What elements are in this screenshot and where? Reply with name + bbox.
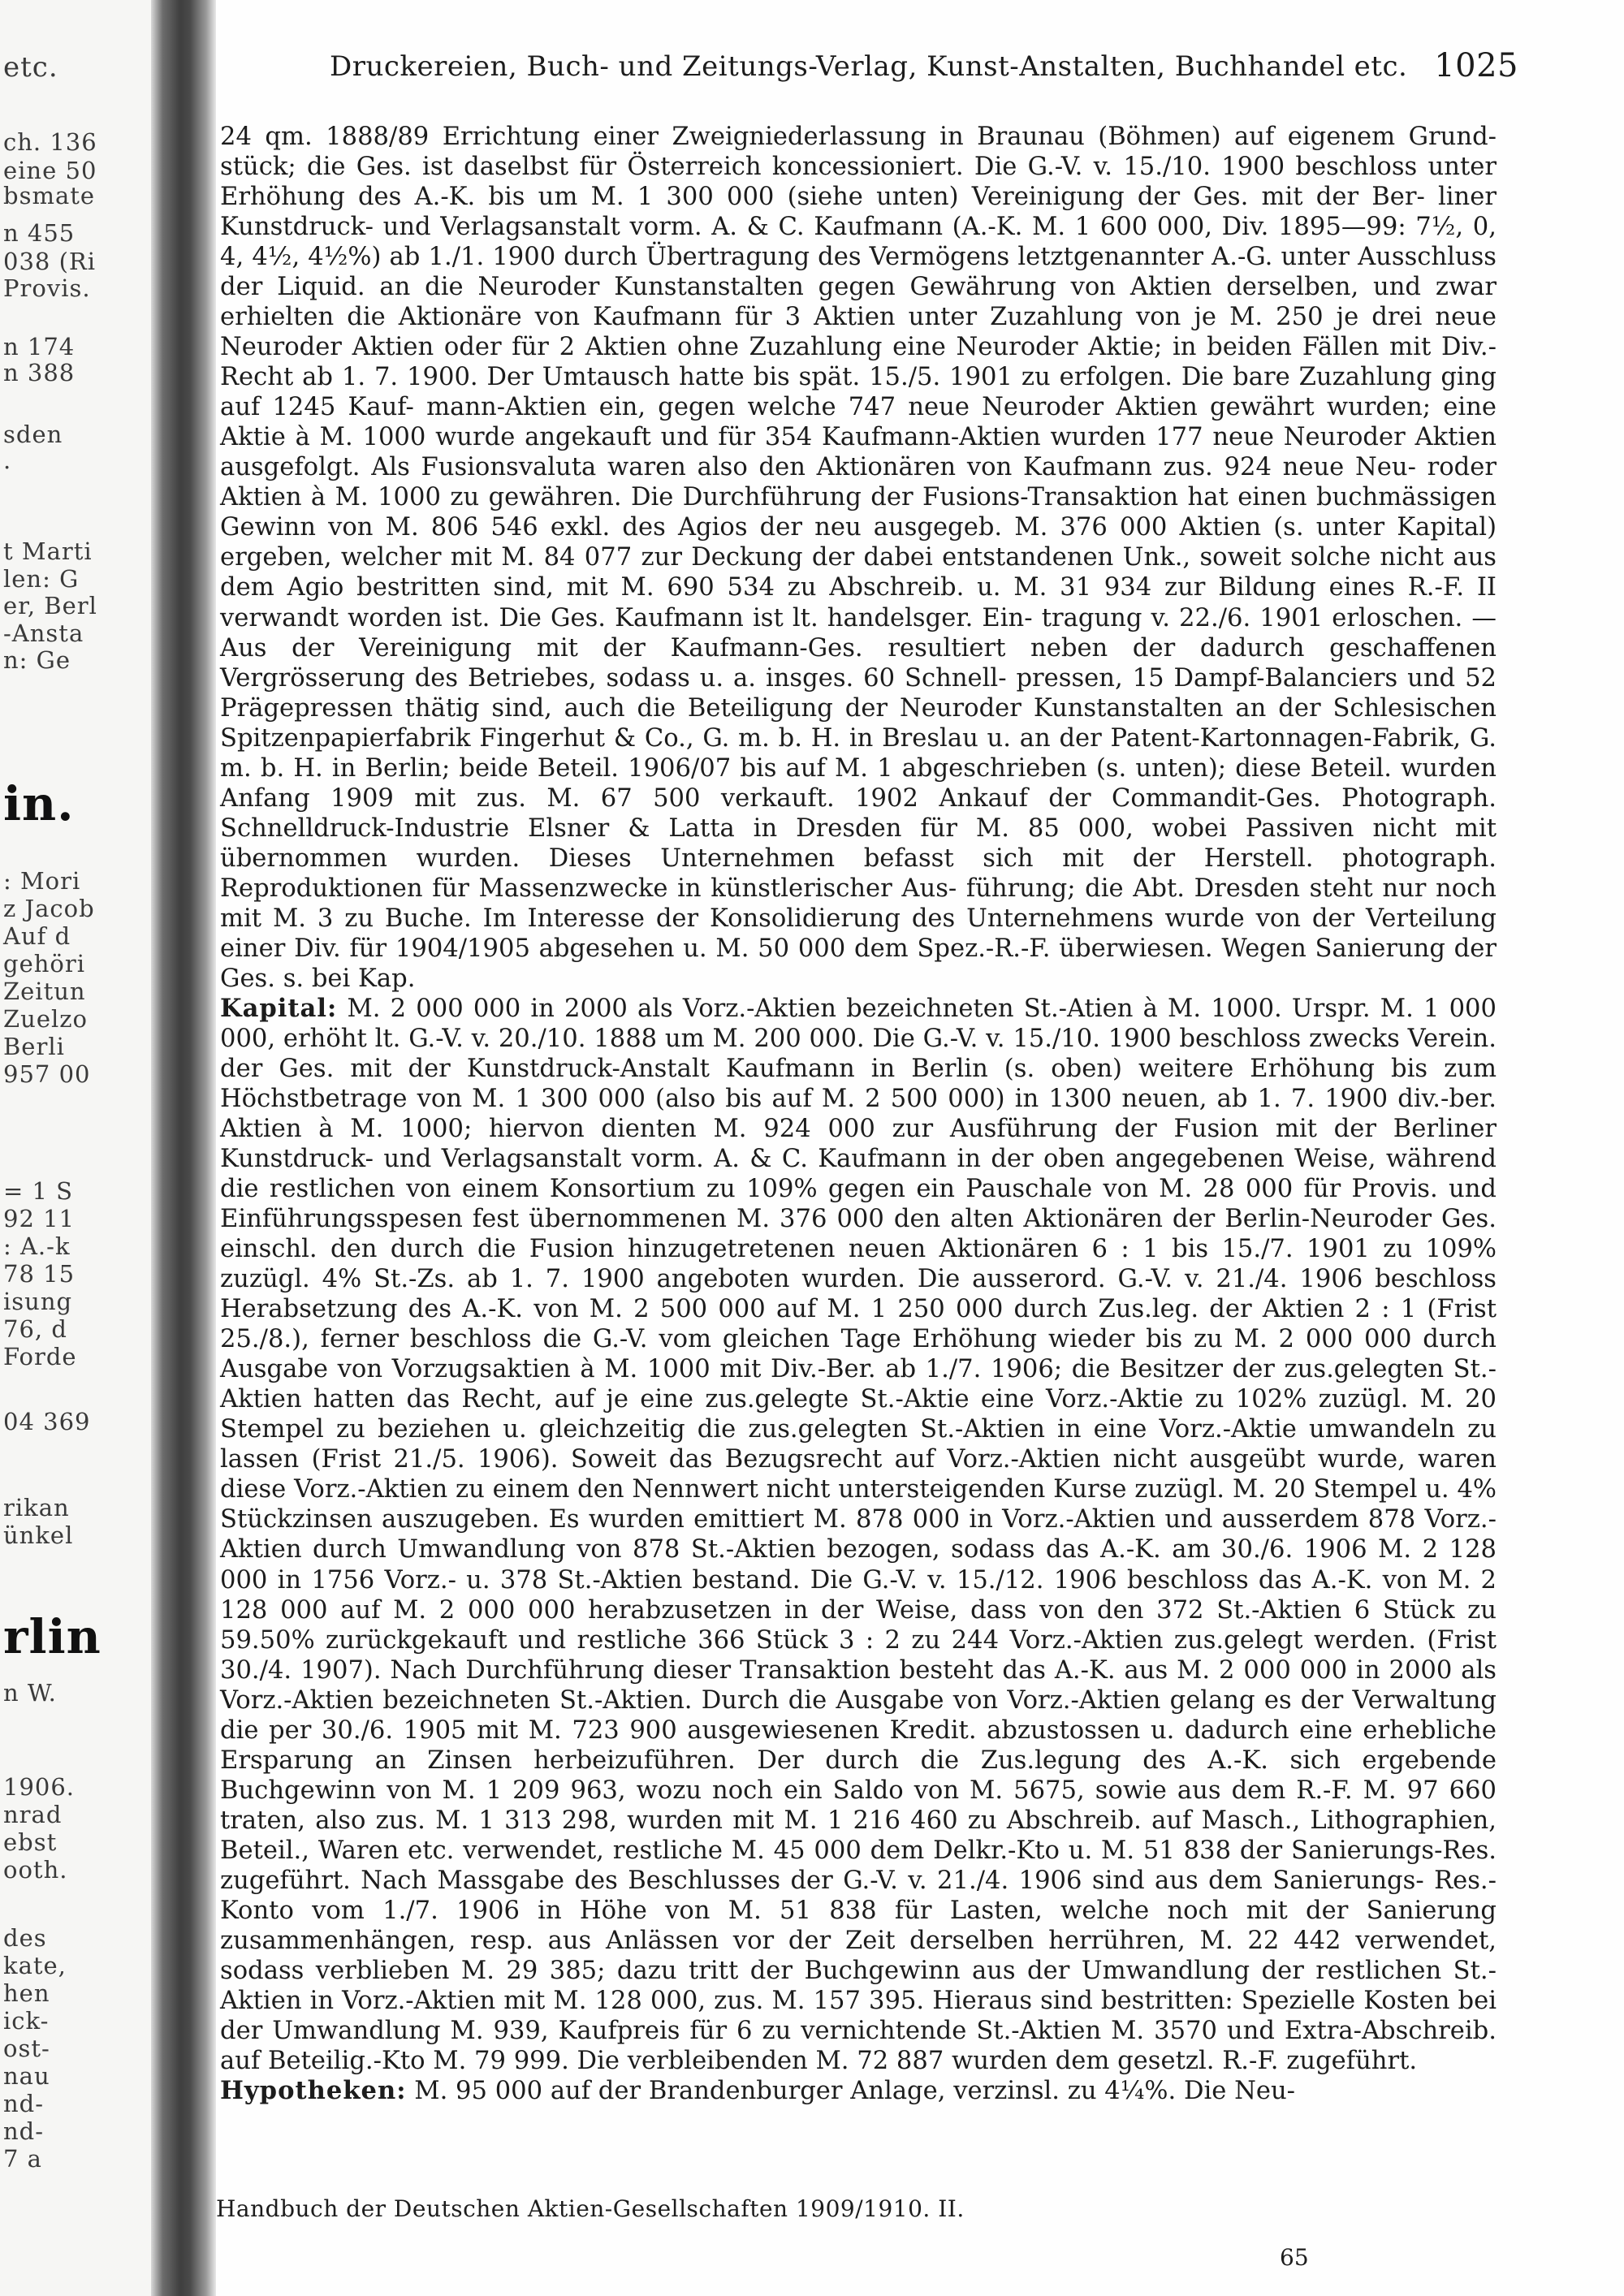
- left-page-fragment-line: rlin: [3, 1609, 102, 1664]
- right-page: [216, 0, 1624, 2296]
- left-page-fragment-line: n W.: [3, 1679, 57, 1707]
- left-page-fragment-line: rikan: [3, 1494, 70, 1521]
- body-line: Zinsen herbeizuführen. Der durch die Zus.legung des A.-K. sich ergebende Buchgewinn: [220, 1746, 1497, 1805]
- left-page-fragment-line: n 174: [3, 333, 76, 360]
- body-line: ausgefolgt. Als Fusionsvaluta waren also den Aktionären von Kaufmann zus. 924 neue Neu-: [220, 453, 1427, 482]
- left-page-fragment-line: hen: [3, 1979, 50, 2007]
- left-page-fragment-line: in.: [3, 776, 75, 831]
- body-line: buchmässigen Gewinn von M. 806 546 exkl. des Agios der neu ausgegeb. M. 376 000 Aktien: [220, 483, 1497, 542]
- body-line: (Frist 21./5. 1906). Soweit das Bezugsrecht auf Vorz.-Aktien nicht ausgeübt wurde, waren: [311, 1445, 1497, 1474]
- left-page-fragment-line: .: [3, 447, 12, 474]
- left-page-fragment-line: isung: [3, 1288, 73, 1315]
- body-line: Erhöhung des A.-K. bis um M. 1 300 000 (siehe unten) Vereinigung der Ges. mit der Ber-: [220, 183, 1438, 212]
- body-line: 3 Aktien unter Zuzahlung von je M. 250 je drei neue Neuroder Aktien oder für 2 Aktien: [220, 303, 1497, 362]
- body-line: und Extra-Abschreib. auf Beteilig.-Kto M. 79 999. Die verbleibenden M. 72 887 wurden dem: [220, 2016, 1497, 2075]
- left-page-fragment-line: kate,: [3, 1952, 67, 1979]
- left-page-fragment-line: nau: [3, 2062, 50, 2090]
- body-line: 24 qm. 1888/89 Errichtung einer Zweigniederlassung in Braunau (Böhmen) auf eigenem Grund-: [220, 123, 1497, 151]
- left-page-fragment-line: Forde: [3, 1343, 77, 1370]
- body-line: beziehen u. gleichzeitig die zus.gelegten St.-Aktien in eine Vorz.-Aktie umwandeln zu lassen: [220, 1415, 1497, 1474]
- left-page-fragment-line: Berli: [3, 1033, 65, 1060]
- left-page-fragment-line: 78 15: [3, 1260, 76, 1288]
- left-page-fragment-line: gehöri: [3, 950, 86, 978]
- body-line: roder Aktien à M. 1000 zu gewähren. Die Durchführung der Fusions-Transaktion hat einen: [220, 453, 1497, 512]
- body-line: Waren etc. verwendet, restliche M. 45 000 dem Delkr.-Kto u. M. 51 838 der Sanierungs-Res.: [317, 1836, 1497, 1865]
- left-page-fragment-line: er, Berl: [3, 592, 97, 619]
- left-page-fragment-line: des: [3, 1924, 47, 1952]
- body-line: diese Vorz.-Aktien zu einem den Nennwert nicht untersteigenden Kurse zuzügl. M. 20: [220, 1475, 1314, 1504]
- left-page-fragment-line: : Mori: [3, 867, 81, 895]
- body-line: M. 28 000 für Provis. und Einführungsspesen fest übernommenen M. 376 000 den alten: [220, 1175, 1497, 1234]
- page-footer: [216, 2195, 1492, 2271]
- body-line: (s. unter Kapital) ergeben, welcher mit M. 84 077 zur Deckung der dabei entstandenen Unk.,: [220, 513, 1497, 572]
- body-line: neben der dadurch geschaffenen Vergrösserung des Betriebes, sodass u. a. insges. 60 Schnell-: [220, 633, 1497, 693]
- left-page-fragment: [0, 0, 154, 2296]
- body-line: Stempel u. 4% Stückzinsen auszugeben. Es wurden emittiert M. 878 000 in Vorz.-Aktien: [220, 1475, 1497, 1534]
- body-line: Res.-Konto vom 1./7. 1906 in Höhe von M. 51 838 für Lasten, welche noch mit der Sanierung: [220, 1866, 1497, 1925]
- body-line: M. 1 250 000 durch Zus.leg. der Aktien 2 : 1 (Frist 25./8.), ferner beschloss die G.-V. vom: [220, 1295, 1497, 1354]
- body-line: Stück 3 : 2 zu 244 Vorz.-Aktien zus.gelegt werden. (Frist 30./4. 1907). Nach Durchführung: [220, 1625, 1497, 1685]
- left-page-fragment-line: ch. 136: [3, 128, 97, 156]
- left-page-fragment-line: ebst: [3, 1828, 58, 1856]
- body-line: führung; die Abt. Dresden steht nur noch mit M. 3 zu Buche. Im Interesse der Konsolidierung: [220, 874, 1497, 933]
- left-page-fragment-line: Provis.: [3, 274, 91, 302]
- left-page-fragment-line: Zeitun: [3, 978, 86, 1005]
- body-line: zugeführt. Nach Massgabe des Beschlusses der G.-V. v. 21./4. 1906 sind aus dem Sanierungs-: [220, 1866, 1435, 1895]
- handbook-title: Handbuch der Deutschen Aktien-Gesellschaften 1909/1910. II.: [216, 2195, 965, 2222]
- body-line: Berliner Kunstdruck- und Verlagsanstalt vorm. A. & C. Kaufmann in der oben angegebenen: [220, 1115, 1497, 1174]
- page-number: 1025: [1434, 47, 1518, 84]
- left-page-fragment-line: 1906.: [3, 1773, 76, 1801]
- body-line: Neuroder Kunstanstalten an der Schlesischen Spitzenpapierfabrik Fingerhut & Co., G. m. b. H.: [220, 693, 1497, 753]
- body-line: liner Kunstdruck- und Verlagsanstalt vorm. A. & C. Kaufmann (A.-K. M. 1 600 000,: [220, 183, 1497, 242]
- body-line: des Unternehmens wurde von der Verteilung einer Div. für 1904/1905 abgesehen u. M. 50 000: [220, 904, 1497, 963]
- running-head-title: Druckereien, Buch- und Zeitungs-Verlag, Kunst-Anstalten, Buchhandel etc.: [330, 50, 1408, 83]
- body-line: Recht, auf je eine zus.gelegte St.-Aktie eine Vorz.-Aktie zu 102% zuzügl. M. 20 Stempel zu: [220, 1385, 1497, 1444]
- left-page-fragment-line: z Jacob: [3, 895, 95, 922]
- left-page-fragment-line: ooth.: [3, 1856, 68, 1884]
- body-line: Aktionären 6 : 1 bis 15./7. 1901 zu 109% zuzügl. 4% St.-Zs. ab 1. 7. 1900 angeboten wurden.: [220, 1235, 1497, 1294]
- hypotheken-paragraph: [220, 2076, 1497, 2106]
- left-page-fragment-line: nd-: [3, 2090, 45, 2117]
- left-page-fragment-line: -Ansta: [3, 619, 84, 647]
- body-line: sich mit der Herstell. photograph. Reproduktionen für Massenzwecke in künstlerischer Aus-: [220, 844, 1497, 903]
- left-page-fragment-line: sden: [3, 421, 63, 448]
- body-line: zur Bildung eines R.-F. II verwandt worden ist. Die Ges. Kaufmann ist lt. handelsger. Ein-: [220, 573, 1497, 632]
- body-line: in Breslau u. an der Patent-Kartonnagen-Fabrik, G. m. b. H. in Berlin; beide Beteil. 1906/07 bis: [220, 723, 1497, 783]
- body-line: Weise, dass von den 372 St.-Aktien 6 Stück zu 59.50% zurückgekauft und restliche 366: [220, 1595, 1497, 1655]
- body-line: à M. 1000 wurde angekauft und für 354 Kaufmann-Aktien wurden 177 neue Neuroder Aktien: [295, 423, 1497, 452]
- body-line: dieser Transaktion besteht das A.-K. aus M. 2 000 000 in 2000 als Vorz.-Aktien bezeichneten: [220, 1655, 1497, 1715]
- body-line: zus. M. 1 313 298, wurden mit M. 1 216 460 zu Abschreib. auf Masch., Lithographien, Beteil.,: [220, 1806, 1497, 1865]
- left-page-fragment-line: etc.: [3, 51, 58, 84]
- left-page-fragment-line: 038 (Ri: [3, 248, 96, 275]
- body-line: zum Höchstbetrage von M. 1 300 000 (also bis auf M. 2 500 000) in 1300 neuen, ab 1. 7. 1900: [220, 1054, 1497, 1113]
- body-line: für M. 85 000, wobei Passiven nicht mit übernommen wurden. Dieses Unternehmen befasst: [220, 814, 1497, 873]
- body-line: Verein. der Ges. mit der Kunstdruck-Anstalt Kaufmann in Berlin (s. oben) weitere Erhöhung bis: [220, 1024, 1497, 1083]
- body-line: sodass verblieben M. 29 385; dazu tritt der Buchgewinn aus der Umwandlung der restlichen: [220, 1956, 1453, 1985]
- body-line: und ausserdem 878 Vorz.-Aktien durch Umwandlung von 878 St.-Aktien bezogen, sodass: [220, 1505, 1497, 1564]
- kapital-paragraph: [220, 994, 1497, 2076]
- left-page-fragment-line: Zuelzo: [3, 1005, 89, 1033]
- body-line: St.-Aktien. Durch die Ausgabe von Vorz.-Aktien gelang es der Verwaltung die per 30./6. 1905: [220, 1685, 1497, 1745]
- body-line: dem Spez.-R.-F. überwiesen. Wegen Sanierung der Ges. s. bei Kap.: [220, 934, 1497, 993]
- kapital-label: Kapital:: [220, 993, 338, 1023]
- body-line: auf M. 1 abgeschrieben (s. unten); diese Beteil. wurden Anfang 1909 mit zus. M. 67 500 verkauft.: [220, 753, 1497, 813]
- body-line: Umtausch hatte bis spät. 15./5. 1901 zu erfolgen. Die bare Zuzahlung ging auf 1245 Kauf-: [220, 363, 1497, 422]
- company-history-paragraph: [220, 122, 1497, 994]
- left-page-fragment-line: : A.-k: [3, 1232, 71, 1260]
- body-line: von M. 1 209 963, wozu noch ein Saldo von M. 5675, sowie aus dem R.-F. M. 97 660 traten, also: [220, 1776, 1497, 1835]
- body-line: Gewährung von Aktien derselben, und zwar erhielten die Aktionäre von Kaufmann für: [220, 273, 1497, 332]
- left-page-fragment-line: len: G: [3, 565, 80, 593]
- body-line: Weise, während die restlichen von einem Konsortium zu 109% gegen ein Pauschale von: [220, 1145, 1497, 1204]
- body-line: Aktionären der Berlin-Neuroder Ges. einschl. den durch die Fusion hinzugetretenen neuen: [220, 1205, 1497, 1264]
- left-page-fragment-line: nrad: [3, 1801, 63, 1828]
- body-line: M. 2 000 000 in 2000 als Vorz.-Aktien bezeichneten St.-Atien à M. 1000. Urspr.: [347, 994, 1380, 1023]
- body-line: mit M. 723 900 ausgewiesenen Kredit. abzustossen u. dadurch eine erhebliche Ersparung an: [220, 1716, 1497, 1775]
- running-head: [330, 47, 1518, 93]
- body-line: 1902 Ankauf der Commandit-Ges. Photograph. Schnelldruck-Industrie Elsner & Latta in Dresden: [220, 783, 1497, 843]
- body-line: Die ausserord. G.-V. v. 21./4. 1906 beschloss Herabsetzung des A.-K. von M. 2 500 000 auf: [220, 1265, 1497, 1324]
- body-line: letztgenannter A.-G. unter Ausschluss der Liquid. an die Neuroder Kunstanstalten gegen: [220, 243, 1497, 302]
- body-line: ohne Zuzahlung eine Neuroder Aktie; in beiden Fällen mit Div.-Recht ab 1. 7. 1900. Der: [220, 333, 1497, 392]
- sheet-signature: 65: [1280, 2244, 1309, 2271]
- body-line: soweit solche nicht aus dem Agio bestritten sind, mit M. 690 534 zu Abschreib. u. M. 31 934: [220, 543, 1497, 602]
- left-page-fragment-line: 04 369: [3, 1408, 91, 1435]
- body-line: gesetzl. R.-F. zugeführt.: [1117, 2047, 1418, 2075]
- body-text: [220, 122, 1497, 2106]
- body-line: St.-Aktien in Vorz.-Aktien mit M. 128 000, zus. M. 157 395. Hieraus sind bestritten: Spezielle: [220, 1956, 1497, 2015]
- body-line: pressen, 15 Dampf-Balanciers und 52 Prägepressen thätig sind, auch die Beteiligung der: [220, 663, 1497, 723]
- body-line: Div. 1895—99: 7½, 0, 4, 4½, 4½%) ab 1./1. 1900 durch Übertragung des Vermögens: [220, 213, 1497, 272]
- left-page-fragment-line: 957 00: [3, 1060, 91, 1088]
- body-line: gleichen Tage Erhöhung wieder bis zu M. 2 000 000 durch Ausgabe von Vorzugsaktien: [220, 1325, 1497, 1384]
- left-page-fragment-line: Auf d: [3, 922, 71, 950]
- body-line: div.-ber. Aktien à M. 1000; hiervon dienten M. 924 000 zur Ausführung der Fusion mit der: [220, 1085, 1497, 1144]
- left-page-fragment-line: 92 11: [3, 1205, 76, 1232]
- left-page-fragment-line: 76, d: [3, 1315, 67, 1343]
- left-page-fragment-line: nd-: [3, 2117, 45, 2145]
- body-line: M. 1 000 000, erhöht lt. G.-V. v. 20./10. 1888 um M. 200 000. Die G.-V. v. 15./10. 1900 beschloss zwecks: [220, 994, 1497, 1053]
- body-line: zusammenhängen, resp. aus Anlässen vor der Zeit derselben herrühren, M. 22 442 verwendet,: [220, 1926, 1497, 1955]
- left-page-fragment-line: bsmate: [3, 182, 96, 209]
- left-page-fragment-line: eine 50: [3, 157, 97, 184]
- left-page-fragment-line: ick-: [3, 2007, 50, 2035]
- body-line: mann-Aktien ein, gegen welche 747 neue Neuroder Aktien gewährt wurden; eine Aktie: [220, 393, 1497, 452]
- body-line: Kosten bei der Umwandlung M. 939, Kaufpreis für 6 zu vernichtende St.-Aktien M. 3570: [220, 1986, 1497, 2045]
- left-page-fragment-line: 7 a: [3, 2145, 42, 2173]
- left-page-fragment-line: t Marti: [3, 537, 93, 565]
- left-page-fragment-line: n: Ge: [3, 646, 71, 674]
- body-line: tragung v. 22./6. 1901 erloschen. — Aus der Vereinigung mit der Kaufmann-Ges. resultiert: [220, 603, 1497, 662]
- body-line: à M. 1000 mit Div.-Ber. ab 1./7. 1906; die Besitzer der zus.gelegten St.-Aktien hatten das: [220, 1355, 1497, 1414]
- left-page-fragment-line: ünkel: [3, 1521, 74, 1549]
- left-page-fragment-line: = 1 S: [3, 1177, 74, 1205]
- hypotheken-label: Hypotheken:: [220, 2076, 407, 2106]
- left-page-fragment-line: ost-: [3, 2035, 50, 2062]
- hypotheken-text: M. 95 000 auf der Brandenburger Anlage, verzinsl. zu 4¼%. Die Neu-: [414, 2077, 1295, 2106]
- body-line: das A.-K. am 30./6. 1906 M. 2 128 000 in 1756 Vorz.- u. 378 St.-Aktien bestand. Die G.-V.: [220, 1535, 1497, 1595]
- left-page-fragment-line: n 455: [3, 219, 76, 247]
- body-line: stück; die Ges. ist daselbst für Österreich koncessioniert. Die G.-V. v. 15./10. 1900 beschloss unter: [220, 153, 1497, 182]
- left-page-fragment-line: n 388: [3, 359, 76, 386]
- book-gutter: [151, 0, 216, 2296]
- body-line: v. 15./12. 1906 beschloss das A.-K. von M. 2 128 000 auf M. 2 000 000 herabzusetzen in der: [220, 1565, 1497, 1625]
